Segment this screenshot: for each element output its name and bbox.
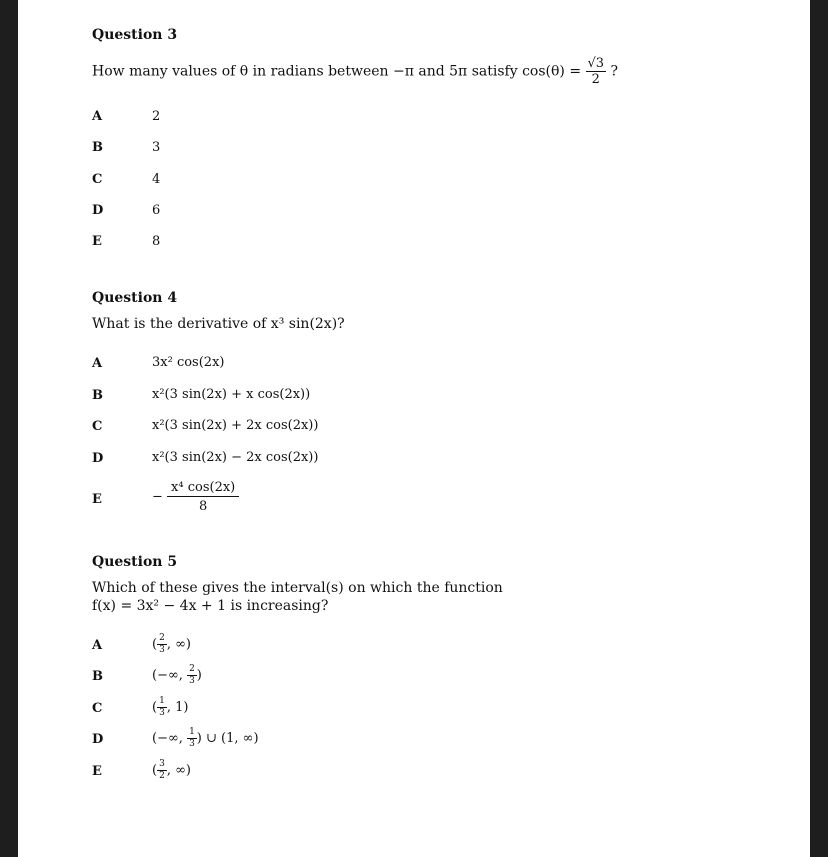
question-5-option-c-post: , 1) [166, 700, 189, 715]
question-5-option-d-pre: (−∞, [152, 731, 188, 746]
question-5-text-line-1: Which of these gives the interval(s) on which the function [92, 580, 503, 596]
question-5-option-a-den: 3 [159, 645, 165, 655]
question-3-text-suffix: ? [610, 63, 619, 80]
question-5-option-d-fraction [187, 728, 197, 749]
question-4-option-d-value: x²(3 sin(2x) − 2x cos(2x)) [152, 450, 319, 465]
question-3-option-d-letter: D [92, 203, 104, 218]
question-3-fraction [586, 57, 607, 86]
question-4-option-b-value: x²(3 sin(2x) + x cos(2x)) [152, 387, 311, 402]
question-5-option-a-fraction [157, 634, 167, 655]
question-4-option-e-denominator: 8 [199, 499, 208, 514]
question-5-option-c-num: 1 [159, 696, 165, 706]
question-3-option-e-value: 8 [152, 234, 161, 249]
question-5-option-e-num: 3 [159, 759, 165, 769]
question-5-option-e-letter: E [92, 764, 102, 779]
question-4-text: What is the derivative of x³ sin(2x)? [92, 316, 345, 332]
question-4-option-b-letter: B [92, 388, 103, 403]
question-5-option-d-num: 1 [189, 727, 195, 737]
question-5-option-a-pre: ( [152, 637, 158, 652]
question-5-option-c-letter: C [92, 701, 103, 716]
question-4-title: Question 4 [92, 290, 178, 306]
question-5-option-a-post: , ∞) [166, 637, 191, 652]
question-5-option-c-den: 3 [159, 708, 165, 718]
question-3-fraction-numerator: √3 [587, 56, 605, 71]
question-4-option-e-letter: E [92, 492, 102, 507]
question-5-title: Question 5 [92, 554, 178, 570]
question-5-option-d-letter: D [92, 732, 104, 747]
question-3-text-prefix: How many values of θ in radians between −π and 5π satisfy cos(θ) = [92, 63, 582, 80]
question-5-option-b-den: 3 [189, 676, 195, 686]
question-4-option-d-letter: D [92, 451, 104, 466]
question-5-option-d-post: ) ∪ (1, ∞) [196, 731, 259, 746]
question-5-option-a-value [152, 634, 191, 655]
question-4-option-e-numerator: x⁴ cos(2x) [167, 481, 239, 497]
question-5-option-a-num: 2 [159, 633, 165, 643]
question-3-option-d-value: 6 [152, 203, 161, 218]
question-5-option-e-pre: ( [152, 763, 158, 778]
question-4-option-c-value: x²(3 sin(2x) + 2x cos(2x)) [152, 418, 319, 433]
question-5-option-e-fraction [157, 760, 167, 781]
question-3-text [92, 57, 618, 86]
question-5-option-b-pre: (−∞, [152, 668, 188, 683]
question-5-option-b-value [152, 665, 202, 686]
question-5-option-e-post: , ∞) [166, 763, 191, 778]
question-4-option-e-sign: − [152, 489, 163, 505]
question-5-option-c-pre: ( [152, 700, 158, 715]
question-3-option-c-letter: C [92, 172, 103, 187]
question-3-option-a-value: 2 [152, 109, 161, 124]
question-3-option-b-letter: B [92, 140, 103, 155]
question-5-option-e-value [152, 760, 191, 781]
question-5-option-b-num: 2 [189, 664, 195, 674]
question-4-option-c-letter: C [92, 419, 103, 434]
question-3-option-a-letter: A [92, 109, 103, 124]
question-5-option-c-value [152, 697, 188, 718]
question-4-option-a-letter: A [92, 356, 103, 371]
question-5-option-b-letter: B [92, 669, 103, 684]
question-5-option-a-letter: A [92, 638, 103, 653]
question-3-option-b-value: 3 [152, 140, 161, 155]
question-3-option-c-value: 4 [152, 172, 161, 187]
question-4-option-a-value: 3x² cos(2x) [152, 355, 225, 370]
document-page [18, 0, 810, 857]
question-4-option-e-value [152, 481, 239, 513]
question-5-option-b-fraction [187, 665, 197, 686]
question-5-option-d-value [152, 728, 259, 749]
question-4-option-e-fraction [167, 481, 239, 513]
question-3-title: Question 3 [92, 27, 178, 43]
question-5-text-line-2: f(x) = 3x² − 4x + 1 is increasing? [92, 598, 329, 614]
question-5-option-c-fraction [157, 697, 167, 718]
question-5-option-b-post: ) [196, 668, 202, 683]
question-3-option-e-letter: E [92, 234, 102, 249]
question-5-option-e-den: 2 [159, 771, 165, 781]
question-3-fraction-denominator: 2 [591, 72, 600, 87]
question-5-option-d-den: 3 [189, 739, 195, 749]
